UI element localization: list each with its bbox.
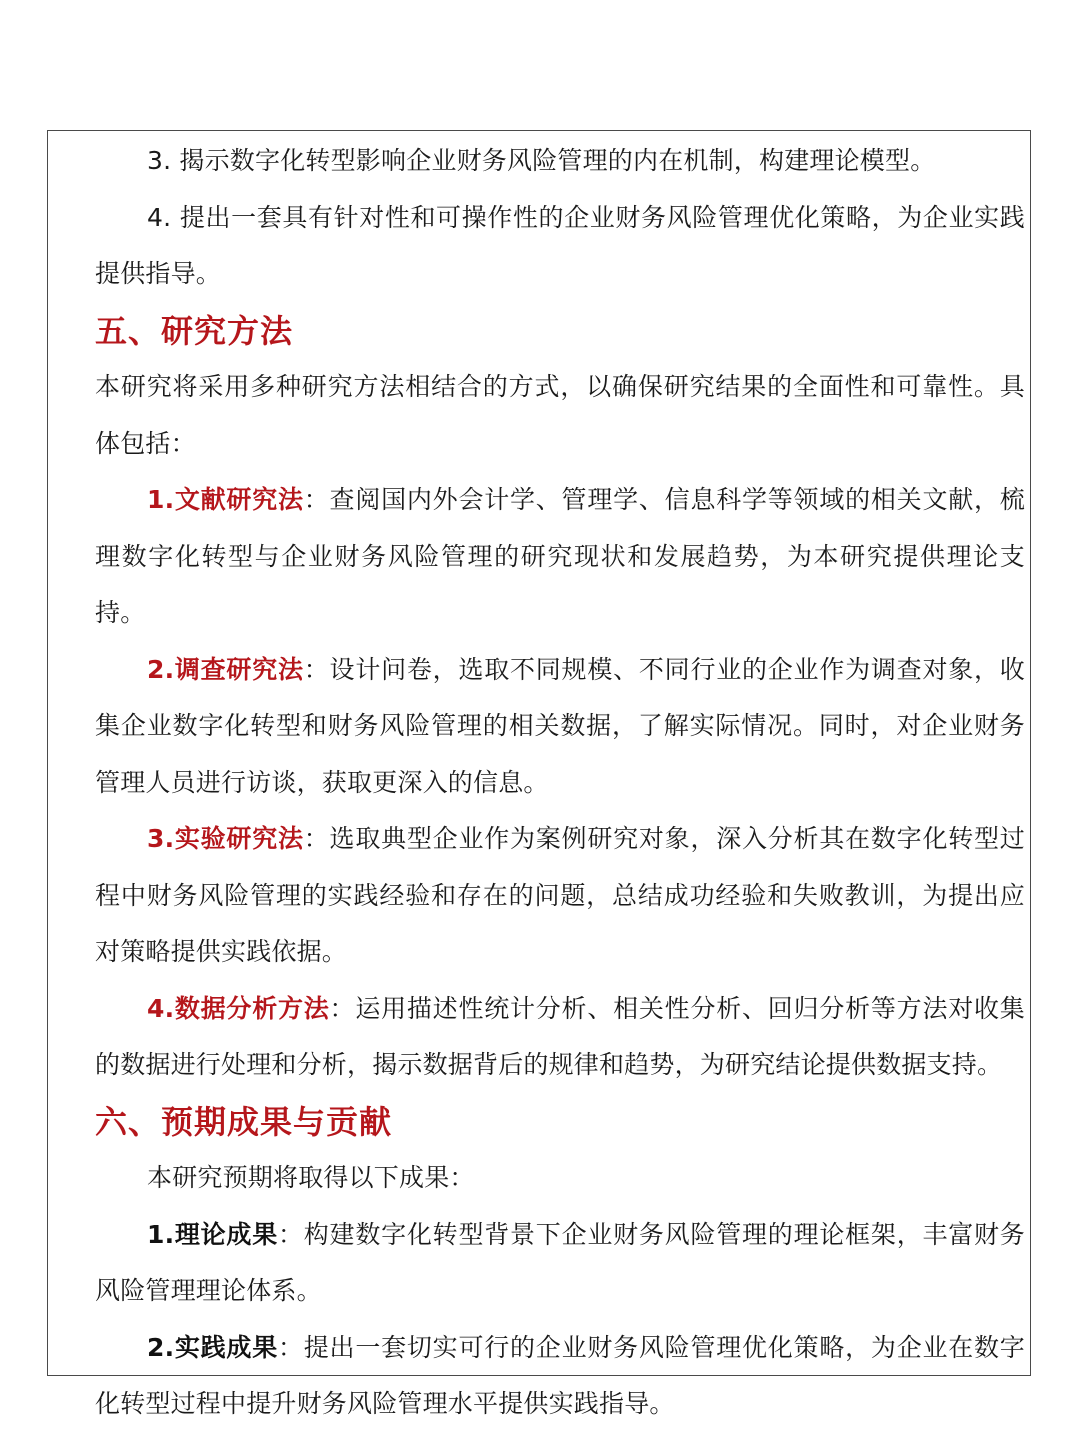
method-label: 4.数据分析方法 — [147, 993, 330, 1023]
section-5-intro: 本研究将采用多种研究方法相结合的方式，以确保研究结果的全面性和可靠性。具体包括： — [95, 372, 1025, 458]
document-body — [95, 133, 1025, 1433]
method-text: ：运用描述性统计分析、相关性分析、回归分析等方法对收集的数据进行处理和分析，揭示数据背后的规律和趋势，为研究结论提供数据支持。 — [95, 993, 1025, 1079]
section-6-intro: 本研究预期将取得以下成果： — [147, 1163, 475, 1192]
result-text: ：构建数字化转型背景下企业财务风险管理的理论框架，丰富财务风险管理理论体系。 — [95, 1219, 1026, 1305]
method-label: 1.文献研究法 — [147, 485, 304, 514]
method-label: 3.实验研究法 — [147, 824, 304, 853]
result-item — [95, 1207, 1025, 1320]
result-text: ：提出一套切实可行的企业财务风险管理优化策略，为企业在数字化转型过程中提升财务风险管理水平提供实践指导。 — [95, 1332, 1026, 1418]
method-text: ：设计问卷，选取不同规模、不同行业的企业作为调查对象，收集企业数字化转型和财务风险管理的相关数据，了解实际情况。同时，对企业财务管理人员进行访谈，获取更深入的信息。 — [95, 654, 1025, 797]
method-item — [95, 981, 1025, 1094]
result-label: 1.理论成果 — [147, 1219, 278, 1249]
goal-item-3: 3. 揭示数字化转型影响企业财务风险管理的内在机制，构建理论模型。 — [147, 146, 936, 175]
method-text: ：查阅国内外会计学、管理学、信息科学等领域的相关文献，梳理数字化转型与企业财务风险管理的研究现状和发展趋势，为本研究提供理论支持。 — [95, 485, 1025, 627]
result-item — [95, 1320, 1025, 1433]
result-label: 2.实践成果 — [147, 1332, 278, 1362]
method-item — [95, 472, 1025, 642]
section-6-title: 六、预期成果与贡献 — [95, 1102, 393, 1141]
goal-item-4: 4. 提出一套具有针对性和可操作性的企业财务风险管理优化策略，为企业实践提供指导。 — [95, 202, 1025, 288]
method-text: ：选取典型企业作为案例研究对象，深入分析其在数字化转型过程中财务风险管理的实践经验和存在的问题，总结成功经验和失败教训，为提出应对策略提供实践依据。 — [95, 824, 1025, 966]
section-5-title: 五、研究方法 — [95, 311, 294, 350]
method-item — [95, 811, 1025, 981]
method-item — [95, 642, 1025, 812]
method-label: 2.调查研究法 — [147, 654, 304, 684]
